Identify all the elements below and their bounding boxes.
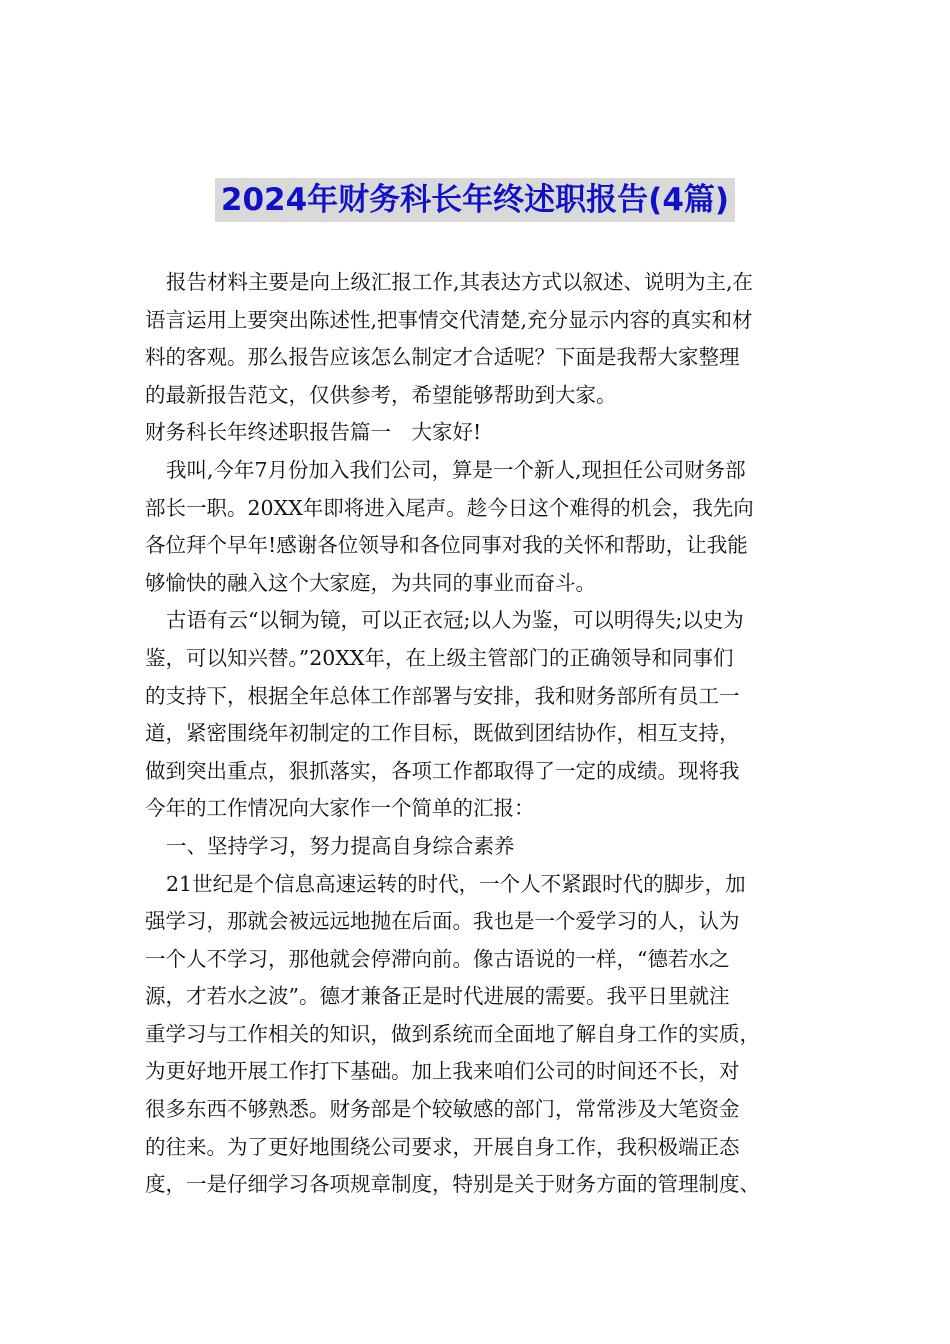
text-line: 部长一职。20XX年即将进入尾声。趁今日这个难得的机会，我先向 bbox=[145, 495, 754, 520]
text-line: 料的客观。那么报告应该怎么制定才合适呢？下面是我帮大家整理 bbox=[145, 345, 740, 370]
text-line: 源，才若水之波”。德才兼备正是时代进展的需要。我平日里就注 bbox=[145, 984, 730, 1009]
text-line: 财务科长年终述职报告篇一 大家好! bbox=[145, 420, 482, 445]
text-line: 强学习，那就会被远远地抛在后面。我也是一个爱学习的人，认为 bbox=[145, 909, 740, 934]
text-line: 今年的工作情况向大家作一个简单的汇报： bbox=[145, 796, 535, 821]
title-container bbox=[0, 178, 950, 222]
text-line: 道，紧密围绕年初制定的工作目标，既做到团结协作，相互支持， bbox=[145, 721, 740, 746]
text-line: 古语有云“以铜为镜，可以正衣冠;以人为鉴，可以明得失;以史为 bbox=[166, 608, 744, 633]
text-line: 做到突出重点，狠抓落实，各项工作都取得了一定的成绩。现将我 bbox=[145, 758, 740, 783]
text-line: 很多东西不够熟悉。财务部是个较敏感的部门，常常涉及大笔资金 bbox=[145, 1097, 740, 1122]
document-body bbox=[145, 264, 815, 1204]
text-line: 重学习与工作相关的知识，做到系统而全面地了解自身工作的实质， bbox=[145, 1021, 760, 1046]
text-line: 鉴，可以知兴替。”20XX年，在上级主管部门的正确领导和同事们 bbox=[145, 645, 734, 670]
text-line: 一个人不学习，那他就会停滞向前。像古语说的一样，“德若水之 bbox=[145, 946, 730, 971]
text-line: 21世纪是个信息高速运转的时代，一个人不紧跟时代的脚步，加 bbox=[166, 871, 746, 896]
text-line: 度，一是仔细学习各项规章制度，特别是关于财务方面的管理制度、 bbox=[145, 1172, 760, 1197]
text-line: 够愉快的融入这个大家庭，为共同的事业而奋斗。 bbox=[145, 570, 596, 595]
text-line: 各位拜个早年!感谢各位领导和各位同事对我的关怀和帮助，让我能 bbox=[145, 533, 748, 558]
document-title: 2024年财务科长年终述职报告(4篇) bbox=[215, 178, 735, 222]
text-line: 的最新报告范文，仅供参考，希望能够帮助到大家。 bbox=[145, 382, 617, 407]
text-line: 的往来。为了更好地围绕公司要求，开展自身工作，我积极端正态 bbox=[145, 1134, 740, 1159]
text-line: 的支持下，根据全年总体工作部署与安排，我和财务部所有员工一 bbox=[145, 683, 740, 708]
text-line: 为更好地开展工作打下基础。加上我来咱们公司的时间还不长，对 bbox=[145, 1059, 740, 1084]
text-line: 我叫,今年7月份加入我们公司，算是一个新人,现担任公司财务部 bbox=[166, 457, 746, 482]
text-line: 报告材料主要是向上级汇报工作,其表达方式以叙述、说明为主,在 bbox=[166, 270, 754, 294]
text-line: 一、坚持学习，努力提高自身综合素养 bbox=[166, 833, 515, 858]
text-line: 语言运用上要突出陈述性,把事情交代清楚,充分显示内容的真实和材 bbox=[145, 307, 753, 332]
